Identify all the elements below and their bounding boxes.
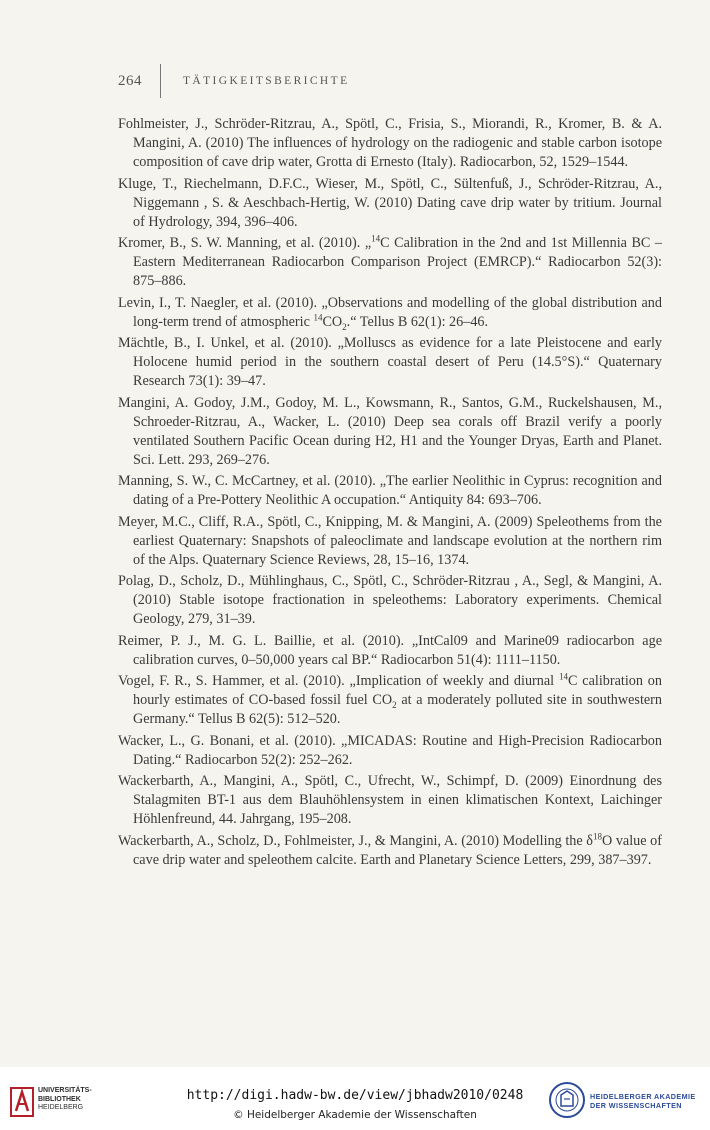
academy-name: HEIDELBERGER AKADEMIE DER WISSENSCHAFTEN [590, 1092, 696, 1110]
reference-entry: Polag, D., Scholz, D., Mühlinghaus, C., Spötl, C., Schröder-Ritzrau , A., Segl, & Mangini, A. (2010) Stable isotope fractionation in speleothems: Laboratory experiments. Chemical Geology, 279, 31–39. [118, 573, 662, 627]
reference-entry: Mangini, A. Godoy, J.M., Godoy, M. L., Kowsmann, R., Santos, G.M., Ruckelshausen, M., Schroeder-Ritzrau, A., Wacker, L. (2010) Deep sea corals off Brazil verify a poorly ventilated Southern Pacific Ocean during H2, H1 and the Younger Dryas, Earth and Planet. Sci. Lett. 293, 269–276. [118, 394, 662, 468]
page-number: 264 [118, 72, 142, 89]
reference-entry: Fohlmeister, J., Schröder-Ritzrau, A., Spötl, C., Frisia, S., Miorandi, R., Kromer, B. & A. Mangini, A. (2010) The influences of hydrology on the radiogenic and stable carbon isotope composition of cave drip water, Grotta di Ernesto (Italy). Radiocarbon, 52, 1529–1544. [118, 116, 662, 170]
reference-entry: Vogel, F. R., S. Hammer, et al. (2010). „Implication of weekly and diurnal $^{14}$C calibration on hourly estimates of CO-based fossil fuel $CO_2$ at a moderately polluted site in southwestern Germany.“ Tellus B 62(5): 512–520. [118, 671, 662, 727]
viewer-footer [0, 1067, 710, 1130]
running-head: TÄTIGKEITSBERICHTE [183, 75, 350, 87]
page-header [118, 64, 350, 98]
reference-entry: Wackerbarth, A., Scholz, D., Fohlmeister, J., & Mangini, A. (2010) Modelling the $\delta^{18}O$ value of cave drip water and speleothem calcite. Earth and Planetary Science Letters, 299, 387–397. [118, 830, 662, 868]
reference-entry: Mächtle, B., I. Unkel, et al. (2010). „Molluscs as evidence for a late Pleistocene and early Holocene humid period in the southern coastal desert of Peru (14.5°S).“ Quaternary Research 73(1): 39–47. [118, 335, 662, 389]
reference-entry: Levin, I., T. Naegler, et al. (2010). „Observations and modelling of the global distribution and long-term trend of atmospheric $^{14}CO_2.“$ Tellus B 62(1): 26–46. [118, 294, 662, 332]
reference-entry: Reimer, P. J., M. G. L. Baillie, et al. (2010). „IntCal09 and Marine09 radiocarbon age calibration curves, 0–50,000 years cal BP.“ Radiocarbon 51(4): 1111–1150. [118, 632, 662, 668]
reference-entry: Kromer, B., S. W. Manning, et al. (2010). „$^{14}$C Calibration in the 2nd and 1st Millennia BC – Eastern Mediterranean Radiocarbon Comparison Project (EMRCP).“ Radiocarbon 52(3): 875–886. [118, 233, 662, 289]
reference-list [118, 115, 662, 872]
reference-entry: Wackerbarth, A., Mangini, A., Spötl, C., Ufrecht, W., Schimpf, D. (2009) Einordnung des Stalagmiten BT-1 aus dem Blauhöhlensystem in einen klimatischen Kontext, Laichinger Höhlenfreund, 44. Jahrgang, 195–208. [118, 773, 662, 827]
reference-entry: Wacker, L., G. Bonani, et al. (2010). „MICADAS: Routine and High-Precision Radiocarbon Dating.“ Radiocarbon 52(2): 252–262. [118, 732, 662, 768]
reference-entry: Meyer, M.C., Cliff, R.A., Spötl, C., Knipping, M. & Mangini, A. (2009) Speleothems from the earliest Quaternary: Snapshots of paleoclimate and landscape evolution at the northern rim of the Alps. Quaternary Science Reviews, 28, 15–16, 1374. [118, 513, 662, 568]
reference-entry: Kluge, T., Riechelmann, D.F.C., Wieser, M., Spötl, C., Sültenfuß, J., Schröder-Ritzrau, A., Niggemann , S. & Aeschbach-Hertig, W. (2010) Dating cave drip water by tritium. Journal of Hydrology, 394, 396–406. [118, 175, 662, 230]
copyright-notice: © Heidelberger Akademie der Wissenschaften [233, 1109, 477, 1121]
reference-entry: Manning, S. W., C. McCartney, et al. (2010). „The earlier Neolithic in Cyprus: recognition and dating of a Pre-Pottery Neolithic A occupation.“ Antiquity 84: 693–706. [118, 473, 662, 508]
academy-seal-icon [548, 1081, 586, 1119]
permalink-url[interactable]: http://digi.hadw-bw.de/view/jbhadw2010/0248 [186, 1088, 524, 1103]
header-divider [160, 64, 161, 98]
university-library-name: UNIVERSITÄTS- BIBLIOTHEK HEIDELBERG [38, 1087, 92, 1111]
